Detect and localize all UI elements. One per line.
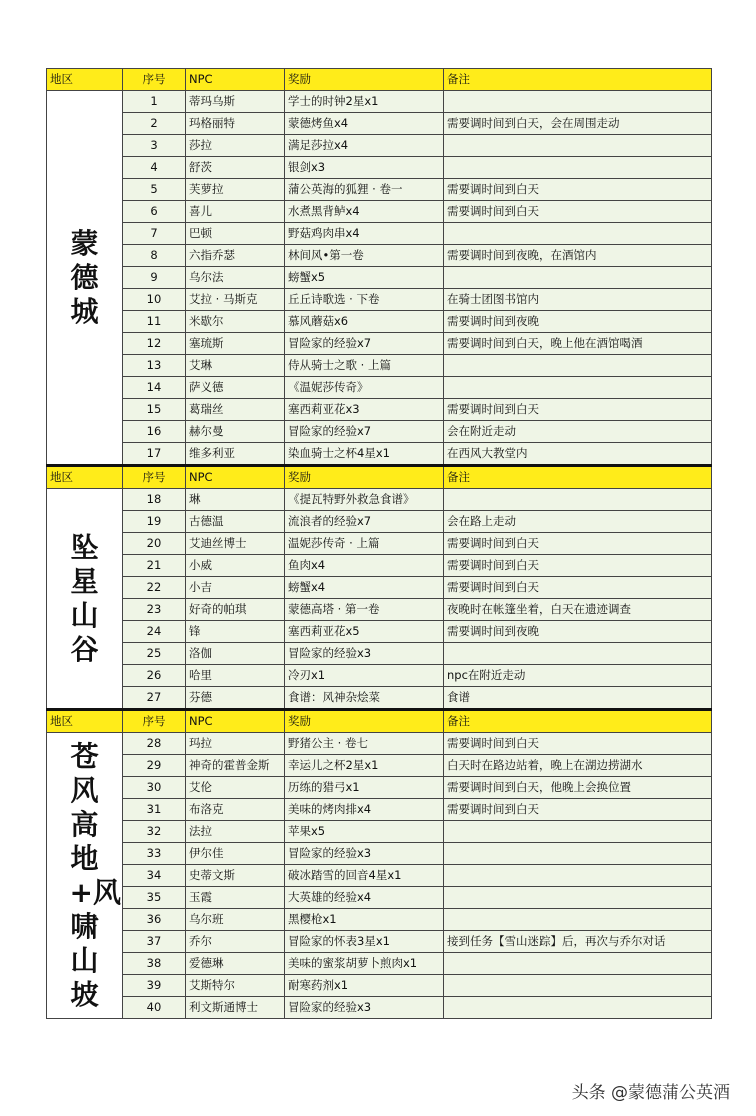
- header-row: [47, 710, 712, 733]
- npc-name: 六指乔瑟: [186, 245, 285, 267]
- reward-text: 破冰踏雪的回音4星x1: [285, 865, 444, 887]
- no-column-header: 序号: [123, 710, 186, 733]
- reward-text: 耐寒药剂x1: [285, 975, 444, 997]
- table-row: [47, 245, 712, 267]
- npc-name: 喜儿: [186, 201, 285, 223]
- table-row: [47, 643, 712, 665]
- row-number: 34: [123, 865, 186, 887]
- row-number: 35: [123, 887, 186, 909]
- row-number: 29: [123, 755, 186, 777]
- row-number: 24: [123, 621, 186, 643]
- npc-name: 蒂玛乌斯: [186, 91, 285, 113]
- reward-text: 冒险家的怀表3星x1: [285, 931, 444, 953]
- note-text: npc在附近走动: [444, 665, 712, 687]
- row-number: 13: [123, 355, 186, 377]
- note-text: 需要调时间到夜晚: [444, 311, 712, 333]
- watermark: 头条 @蒙德蒲公英酒: [571, 1083, 730, 1103]
- note-text: 会在附近走动: [444, 421, 712, 443]
- npc-name: 乔尔: [186, 931, 285, 953]
- reward-text: 美味的烤肉排x4: [285, 799, 444, 821]
- reward-text: 温妮莎传奇 · 上篇: [285, 533, 444, 555]
- row-number: 2: [123, 113, 186, 135]
- row-number: 4: [123, 157, 186, 179]
- row-number: 9: [123, 267, 186, 289]
- npc-name: 利文斯通博士: [186, 997, 285, 1019]
- region-name: 蒙德城: [70, 226, 99, 328]
- row-number: 17: [123, 443, 186, 466]
- row-number: 36: [123, 909, 186, 931]
- reward-text: 银剑x3: [285, 157, 444, 179]
- table-row: [47, 887, 712, 909]
- note-text: [444, 91, 712, 113]
- reward-text: 蒙德高塔 · 第一卷: [285, 599, 444, 621]
- npc-name: 艾琳: [186, 355, 285, 377]
- table-row: [47, 733, 712, 755]
- npc-name: 玛拉: [186, 733, 285, 755]
- row-number: 19: [123, 511, 186, 533]
- region-cell: [47, 489, 123, 710]
- note-text: [444, 267, 712, 289]
- row-number: 18: [123, 489, 186, 511]
- reward-text: 冒险家的经验x3: [285, 997, 444, 1019]
- row-number: 12: [123, 333, 186, 355]
- row-number: 11: [123, 311, 186, 333]
- row-number: 20: [123, 533, 186, 555]
- npc-name: 锋: [186, 621, 285, 643]
- note-column-header: 备注: [444, 710, 712, 733]
- table-row: [47, 421, 712, 443]
- note-text: 需要调时间到夜晚，在酒馆内: [444, 245, 712, 267]
- note-text: 白天时在路边站着，晚上在湖边捞湖水: [444, 755, 712, 777]
- note-text: 需要调时间到夜晚: [444, 621, 712, 643]
- row-number: 8: [123, 245, 186, 267]
- reward-text: 美味的蜜浆胡萝卜煎肉x1: [285, 953, 444, 975]
- table-row: [47, 267, 712, 289]
- row-number: 40: [123, 997, 186, 1019]
- note-text: 需要调时间到白天: [444, 555, 712, 577]
- note-text: [444, 223, 712, 245]
- table-row: [47, 997, 712, 1019]
- npc-name: 艾拉 · 马斯克: [186, 289, 285, 311]
- region-name: 坠星山谷: [70, 530, 99, 666]
- note-text: [444, 843, 712, 865]
- table-row: [47, 355, 712, 377]
- note-text: 需要调时间到白天，他晚上会换位置: [444, 777, 712, 799]
- note-text: 需要调时间到白天: [444, 799, 712, 821]
- reward-column-header: 奖励: [285, 710, 444, 733]
- reward-text: 流浪者的经验x7: [285, 511, 444, 533]
- table-row: [47, 289, 712, 311]
- reward-text: 慕风蘑菇x6: [285, 311, 444, 333]
- reward-text: 螃蟹x5: [285, 267, 444, 289]
- reward-text: 冷刃x1: [285, 665, 444, 687]
- note-text: 夜晚时在帐篷坐着，白天在遗迹调查: [444, 599, 712, 621]
- table-row: [47, 577, 712, 599]
- region-cell: [47, 91, 123, 466]
- row-number: 6: [123, 201, 186, 223]
- table-row: [47, 443, 712, 466]
- table-row: [47, 157, 712, 179]
- reward-text: 冒险家的经验x3: [285, 643, 444, 665]
- note-text: 需要调时间到白天，晚上他在酒馆喝酒: [444, 333, 712, 355]
- region-column-header: 地区: [47, 710, 123, 733]
- npc-column-header: NPC: [186, 466, 285, 489]
- npc-name: 维多利亚: [186, 443, 285, 466]
- note-column-header: 备注: [444, 466, 712, 489]
- row-number: 16: [123, 421, 186, 443]
- npc-column-header: NPC: [186, 69, 285, 91]
- row-number: 22: [123, 577, 186, 599]
- reward-text: 冒险家的经验x7: [285, 333, 444, 355]
- npc-name: 古德温: [186, 511, 285, 533]
- note-text: [444, 377, 712, 399]
- table-row: [47, 223, 712, 245]
- reward-text: 侍从骑士之歌 · 上篇: [285, 355, 444, 377]
- npc-reward-sheet: [46, 68, 711, 1019]
- note-text: 食谱: [444, 687, 712, 710]
- row-number: 14: [123, 377, 186, 399]
- npc-name: 艾斯特尔: [186, 975, 285, 997]
- npc-name: 芙萝拉: [186, 179, 285, 201]
- region-name: 苍风高地+风啸山坡: [69, 739, 121, 1011]
- table-row: [47, 687, 712, 710]
- note-text: 需要调时间到白天: [444, 399, 712, 421]
- npc-name: 布洛克: [186, 799, 285, 821]
- row-number: 15: [123, 399, 186, 421]
- npc-name: 洛伽: [186, 643, 285, 665]
- table-row: [47, 777, 712, 799]
- row-number: 26: [123, 665, 186, 687]
- region-column-header: 地区: [47, 69, 123, 91]
- reward-text: 野菇鸡肉串x4: [285, 223, 444, 245]
- table-row: [47, 511, 712, 533]
- table-row: [47, 931, 712, 953]
- table-row: [47, 755, 712, 777]
- row-number: 28: [123, 733, 186, 755]
- reward-text: 野猪公主 · 卷七: [285, 733, 444, 755]
- reward-text: 林间风•第一卷: [285, 245, 444, 267]
- table-row: [47, 665, 712, 687]
- reward-text: 冒险家的经验x7: [285, 421, 444, 443]
- row-number: 33: [123, 843, 186, 865]
- table-row: [47, 489, 712, 511]
- npc-name: 艾伦: [186, 777, 285, 799]
- note-text: [444, 821, 712, 843]
- row-number: 37: [123, 931, 186, 953]
- reward-text: 食谱：风神杂烩菜: [285, 687, 444, 710]
- reward-text: 苹果x5: [285, 821, 444, 843]
- table-row: [47, 621, 712, 643]
- note-text: [444, 489, 712, 511]
- row-number: 5: [123, 179, 186, 201]
- reward-text: 螃蟹x4: [285, 577, 444, 599]
- reward-text: 塞西莉亚花x5: [285, 621, 444, 643]
- npc-name: 萨义德: [186, 377, 285, 399]
- npc-name: 塞琉斯: [186, 333, 285, 355]
- note-text: [444, 887, 712, 909]
- row-number: 38: [123, 953, 186, 975]
- reward-column-header: 奖励: [285, 466, 444, 489]
- reward-text: 塞西莉亚花x3: [285, 399, 444, 421]
- reward-text: 历练的猎弓x1: [285, 777, 444, 799]
- row-number: 21: [123, 555, 186, 577]
- table-row: [47, 909, 712, 931]
- npc-name: 爱德琳: [186, 953, 285, 975]
- no-column-header: 序号: [123, 466, 186, 489]
- note-text: [444, 975, 712, 997]
- region-column-header: 地区: [47, 466, 123, 489]
- reward-text: 满足莎拉x4: [285, 135, 444, 157]
- table-row: [47, 399, 712, 421]
- npc-name: 小威: [186, 555, 285, 577]
- reward-text: 冒险家的经验x3: [285, 843, 444, 865]
- reward-text: 幸运儿之杯2星x1: [285, 755, 444, 777]
- table-row: [47, 179, 712, 201]
- reward-text: 鱼肉x4: [285, 555, 444, 577]
- note-text: [444, 953, 712, 975]
- npc-name: 小吉: [186, 577, 285, 599]
- row-number: 23: [123, 599, 186, 621]
- npc-name: 莎拉: [186, 135, 285, 157]
- row-number: 25: [123, 643, 186, 665]
- reward-text: 丘丘诗歌选 · 下卷: [285, 289, 444, 311]
- table-row: [47, 91, 712, 113]
- note-text: [444, 909, 712, 931]
- note-text: 在骑士团图书馆内: [444, 289, 712, 311]
- table-row: [47, 311, 712, 333]
- row-number: 7: [123, 223, 186, 245]
- table-row: [47, 333, 712, 355]
- npc-name: 史蒂文斯: [186, 865, 285, 887]
- npc-name: 好奇的帕琪: [186, 599, 285, 621]
- row-number: 3: [123, 135, 186, 157]
- row-number: 1: [123, 91, 186, 113]
- reward-text: 《温妮莎传奇》: [285, 377, 444, 399]
- npc-name: 乌尔班: [186, 909, 285, 931]
- table-row: [47, 533, 712, 555]
- row-number: 39: [123, 975, 186, 997]
- npc-name: 哈里: [186, 665, 285, 687]
- table-row: [47, 799, 712, 821]
- note-text: [444, 865, 712, 887]
- npc-name: 巴顿: [186, 223, 285, 245]
- npc-name: 米歇尔: [186, 311, 285, 333]
- table-row: [47, 201, 712, 223]
- row-number: 32: [123, 821, 186, 843]
- table-row: [47, 113, 712, 135]
- note-text: 需要调时间到白天: [444, 577, 712, 599]
- note-text: [444, 997, 712, 1019]
- npc-name: 玉霞: [186, 887, 285, 909]
- table-row: [47, 953, 712, 975]
- note-column-header: 备注: [444, 69, 712, 91]
- note-text: 会在路上走动: [444, 511, 712, 533]
- npc-name: 葛瑞丝: [186, 399, 285, 421]
- table-row: [47, 135, 712, 157]
- note-text: 需要调时间到白天，会在周围走动: [444, 113, 712, 135]
- header-row: [47, 466, 712, 489]
- npc-name: 乌尔法: [186, 267, 285, 289]
- npc-name: 芬德: [186, 687, 285, 710]
- npc-name: 琳: [186, 489, 285, 511]
- note-text: 在西风大教堂内: [444, 443, 712, 466]
- table-row: [47, 555, 712, 577]
- region-cell: [47, 733, 123, 1019]
- reward-text: 大英雄的经验x4: [285, 887, 444, 909]
- reward-text: 蒲公英海的狐狸 · 卷一: [285, 179, 444, 201]
- npc-name: 舒茨: [186, 157, 285, 179]
- reward-text: 《提瓦特野外救急食谱》: [285, 489, 444, 511]
- note-text: [444, 157, 712, 179]
- reward-text: 水煮黑背鲈x4: [285, 201, 444, 223]
- note-text: 需要调时间到白天: [444, 733, 712, 755]
- table-row: [47, 599, 712, 621]
- npc-name: 法拉: [186, 821, 285, 843]
- npc-name: 玛格丽特: [186, 113, 285, 135]
- reward-text: 蒙德烤鱼x4: [285, 113, 444, 135]
- npc-name: 艾迪丝博士: [186, 533, 285, 555]
- note-text: 需要调时间到白天: [444, 179, 712, 201]
- note-text: [444, 355, 712, 377]
- npc-reward-table: [46, 68, 712, 1019]
- note-text: [444, 643, 712, 665]
- npc-name: 赫尔曼: [186, 421, 285, 443]
- reward-text: 染血骑士之杯4星x1: [285, 443, 444, 466]
- row-number: 30: [123, 777, 186, 799]
- table-row: [47, 377, 712, 399]
- note-text: 接到任务【雪山迷踪】后，再次与乔尔对话: [444, 931, 712, 953]
- reward-text: 黑樱枪x1: [285, 909, 444, 931]
- table-row: [47, 975, 712, 997]
- table-row: [47, 821, 712, 843]
- row-number: 31: [123, 799, 186, 821]
- table-row: [47, 843, 712, 865]
- row-number: 27: [123, 687, 186, 710]
- npc-column-header: NPC: [186, 710, 285, 733]
- note-text: 需要调时间到白天: [444, 533, 712, 555]
- reward-column-header: 奖励: [285, 69, 444, 91]
- note-text: 需要调时间到白天: [444, 201, 712, 223]
- row-number: 10: [123, 289, 186, 311]
- table-row: [47, 865, 712, 887]
- no-column-header: 序号: [123, 69, 186, 91]
- reward-text: 学士的时钟2星x1: [285, 91, 444, 113]
- npc-name: 神奇的霍普金斯: [186, 755, 285, 777]
- header-row: [47, 69, 712, 91]
- note-text: [444, 135, 712, 157]
- npc-name: 伊尔佳: [186, 843, 285, 865]
